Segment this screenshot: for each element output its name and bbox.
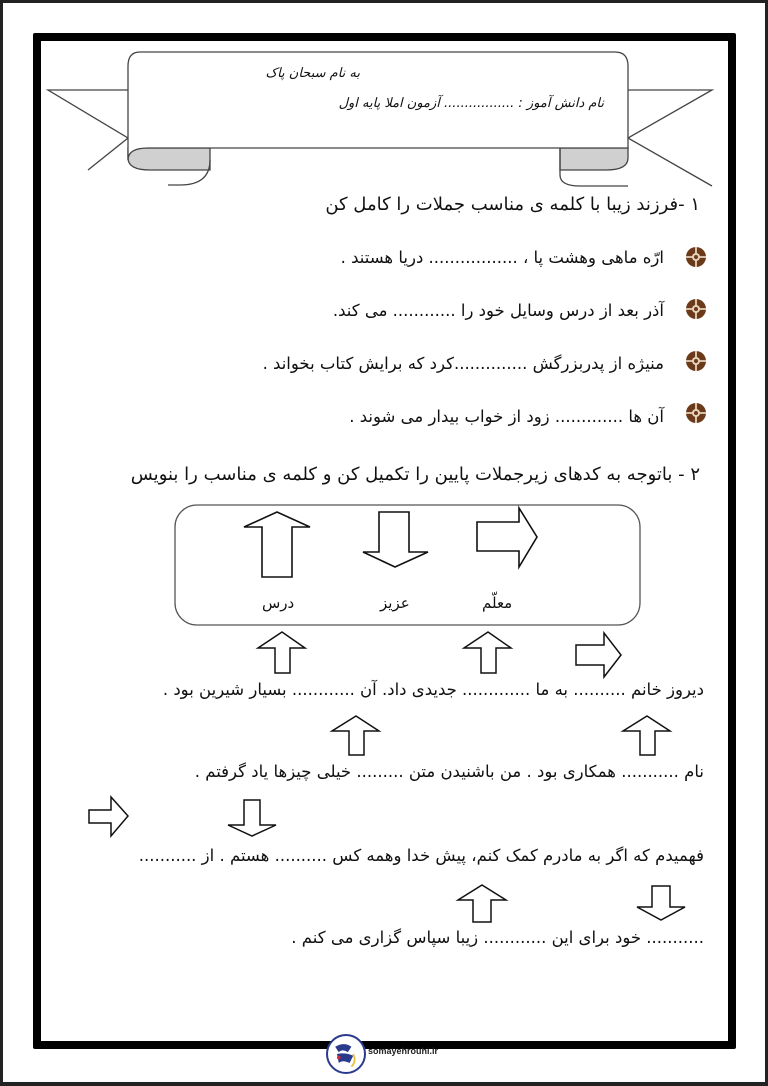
site-logo-text: somayehrouhi.ir <box>368 1046 439 1056</box>
right-arrow-icon <box>576 633 621 677</box>
up-arrow-icon <box>623 716 670 755</box>
banner-student-line: نام دانش آموز : ................. آزمون املا پایه اول <box>338 96 604 111</box>
section1-item-3: منیژه از پدربزرگش ..............کرد که برایش کتاب بخواند . <box>262 354 664 373</box>
legend-word-right: معلّم <box>482 594 513 612</box>
section1-item-2: آذر بعد از درس وسایل خود را ............ می کند. <box>332 301 664 320</box>
up-arrow-icon <box>258 632 305 673</box>
section1-item-1: ارّه ماهی وهشت پا ، ................. دریا هستند . <box>340 248 664 267</box>
section1-item-4: آن ها ............. زود از خواب بیدار می شوند . <box>349 407 664 426</box>
section1-heading: ۱ -فرزند زیبا با کلمه ی مناسب جملات را کامل کن <box>325 194 700 215</box>
section2-sentence-4: ........... خود برای این ............ زیبا سپاس گزاری می کنم . <box>291 928 704 947</box>
banner-title: به نام سبحان پاک <box>265 66 360 81</box>
down-arrow-icon <box>228 800 276 836</box>
section2-heading: ۲ - باتوجه به کدهای زیرجملات پایین را تکمیل کن و کلمه ی مناسب را بنویس <box>130 464 700 485</box>
down-arrow-icon <box>637 886 685 920</box>
site-logo-icon <box>326 1034 366 1074</box>
legend-word-down: عزیز <box>380 594 410 612</box>
up-arrow-icon <box>332 716 379 755</box>
up-arrow-icon <box>458 885 506 922</box>
section2-sentence-2: نام ........... همکاری بود . من باشنیدن متن ......... خیلی چیزها یاد گرفتم . <box>194 762 704 781</box>
section2-sentence-3: فهمیدم که اگر به مادرم کمک کنم، پیش خدا وهمه کس .......... هستم . از ........... <box>138 846 704 865</box>
right-arrow-icon <box>89 797 128 836</box>
up-arrow-icon <box>464 632 511 673</box>
legend-word-up: درس <box>262 594 295 612</box>
section2-sentence-1: دیروز خانم .......... به ما ............. جدیدی داد. آن ............ بسیار شیرین بود . <box>162 680 704 699</box>
